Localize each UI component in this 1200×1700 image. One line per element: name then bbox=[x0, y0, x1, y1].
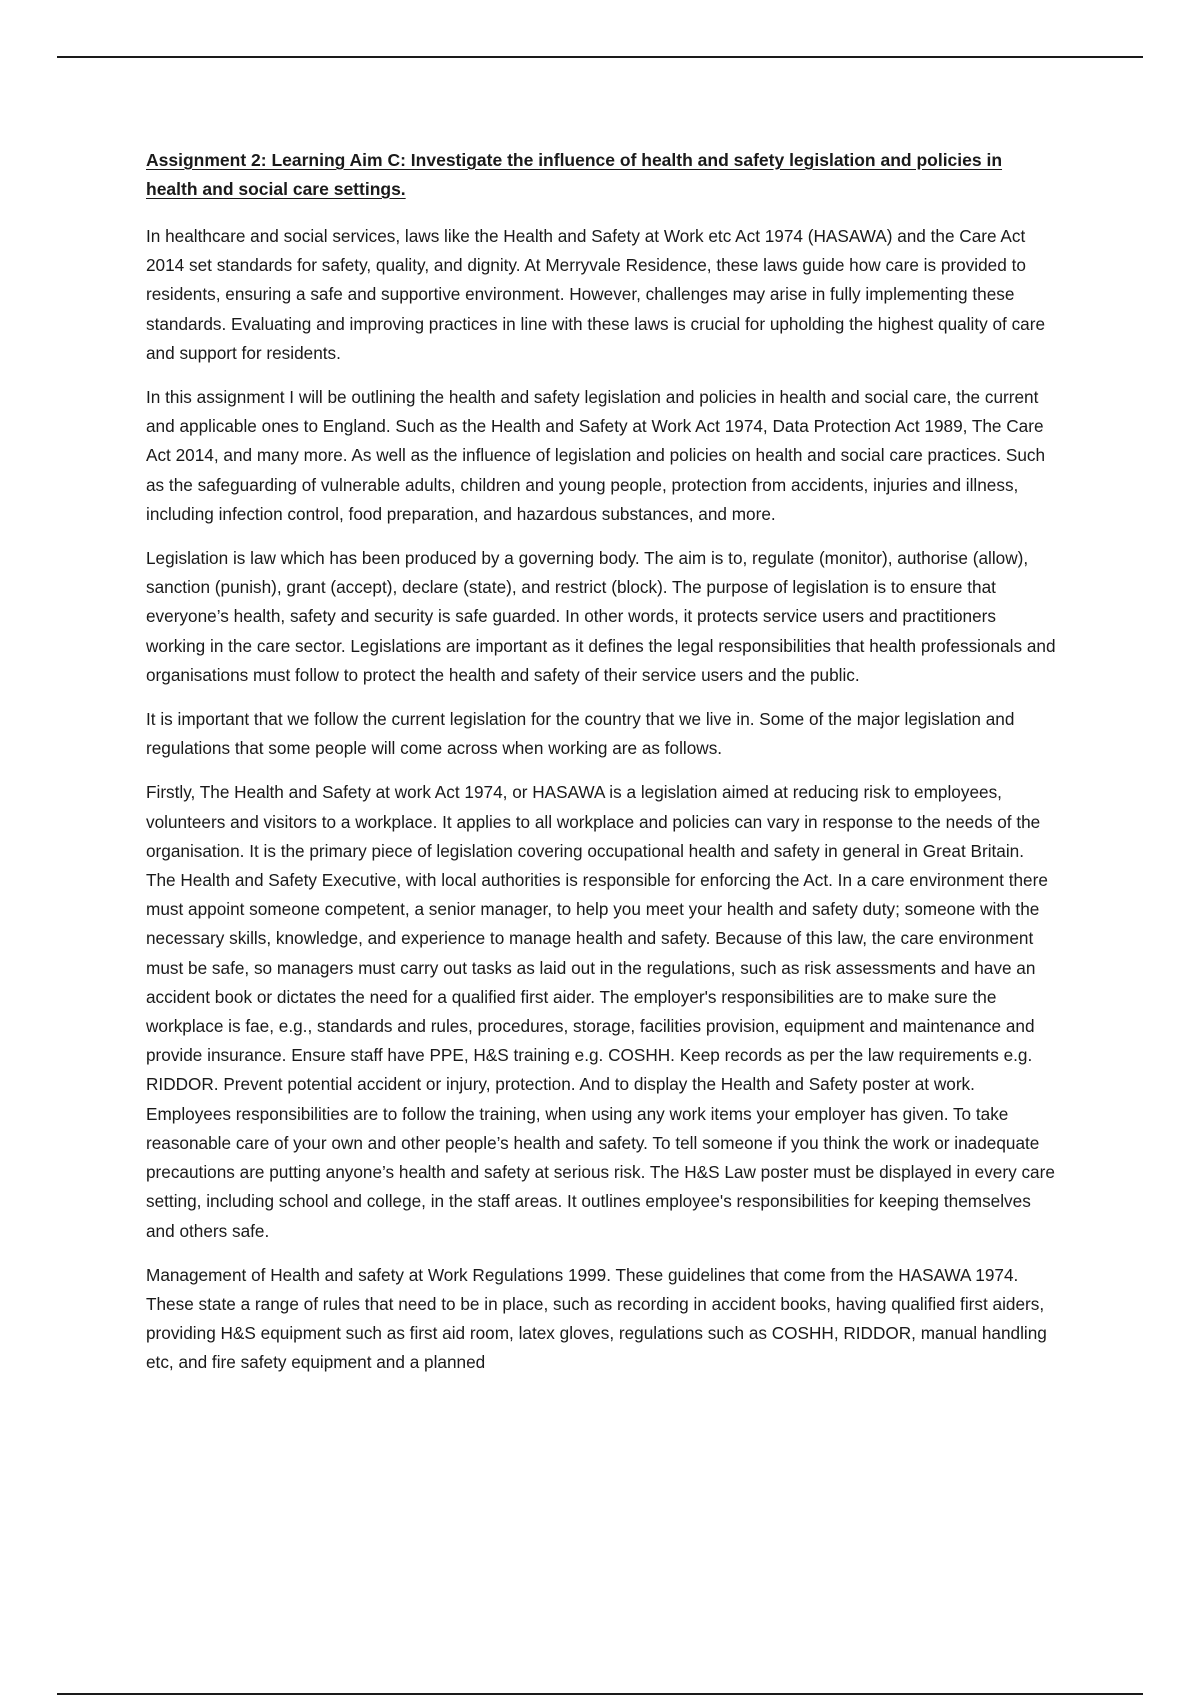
assignment-heading: Assignment 2: Learning Aim C: Investigate the influence of health and safety legislation and policies in health and social care settings. bbox=[146, 150, 1003, 199]
paragraph-current-legislation: It is important that we follow the current legislation for the country that we live in. Some of the major legislation and regulations that some people will come across when working are as follows. bbox=[146, 709, 1015, 759]
document-body bbox=[146, 146, 1058, 1393]
paragraph-legislation-definition: Legislation is law which has been produced by a governing body. The aim is to, regulate (monitor), authorise (allow), sanction (punish), grant (accept), declare (state), and restrict (block). The purpose of legislation is to ensure that everyone’s health, safety and security is safe guarded. In other words, it protects service users and practitioners working in the care sector. Legislations are important as it defines the legal responsibilities that health professionals and organisations must follow to protect the health and safety of their service users and the public. bbox=[146, 548, 1056, 685]
top-divider bbox=[57, 56, 1143, 58]
paragraph-hasawa: Firstly, The Health and Safety at work Act 1974, or HASAWA is a legislation aimed at reducing risk to employees, volunteers and visitors to a workplace. It applies to all workplace and policies can vary in response to the needs of the organisation. It is the primary piece of legislation covering occupational health and safety in general in Great Britain. The Health and Safety Executive, with local authorities is responsible for enforcing the Act. In a care environment there must appoint someone competent, a senior manager, to help you meet your health and safety duty; someone with the necessary skills, knowledge, and experience to manage health and safety. Because of this law, the care environment must be safe, so managers must carry out tasks as laid out in the regulations, such as risk assessments and have an accident book or dictates the need for a qualified first aider. The employer's responsibilities are to make sure the workplace is fae, e.g., standards and rules, procedures, storage, facilities provision, equipment and maintenance and provide insurance. Ensure staff have PPE, H&S training e.g. COSHH. Keep records as per the law requirements e.g. RIDDOR. Prevent potential accident or injury, protection. And to display the Health and Safety poster at work. Employees responsibilities are to follow the training, when using any work items your employer has given. To take reasonable care of your own and other people’s health and safety. To tell someone if you think the work or inadequate precautions are putting anyone’s health and safety at serious risk. The H&S Law poster must be displayed in every care setting, including school and college, in the staff areas. It outlines employee's responsibilities for keeping themselves and others safe. bbox=[146, 782, 1055, 1241]
bottom-divider bbox=[57, 1693, 1143, 1695]
paragraph-intro: In healthcare and social services, laws like the Health and Safety at Work etc Act 1974 (HASAWA) and the Care Act 2014 set standards for safety, quality, and dignity. At Merryvale Residence, these laws guide how care is provided to residents, ensuring a safe and supportive environment. However, challenges may arise in fully implementing these standards. Evaluating and improving practices in line with these laws is crucial for upholding the highest quality of care and support for residents. bbox=[146, 226, 1046, 363]
paragraph-management-regulations: Management of Health and safety at Work Regulations 1999. These guidelines that come from the HASAWA 1974. These state a range of rules that need to be in place, such as recording in accident books, having qualified first aiders, providing H&S equipment such as first aid room, latex gloves, regulations such as COSHH, RIDDOR, manual handling etc, and fire safety equipment and a planned bbox=[146, 1264, 1047, 1373]
paragraph-assignment-outline: In this assignment I will be outlining the health and safety legislation and policies in health and social care, the current and applicable ones to England. Such as the Health and Safety at Work Act 1974, Data Protection Act 1989, The Care Act 2014, and many more. As well as the influence of legislation and policies on health and social care practices. Such as the safeguarding of vulnerable adults, children and young people, protection from accidents, injuries and illness, including infection control, food preparation, and hazardous substances, and more. bbox=[146, 387, 1046, 524]
